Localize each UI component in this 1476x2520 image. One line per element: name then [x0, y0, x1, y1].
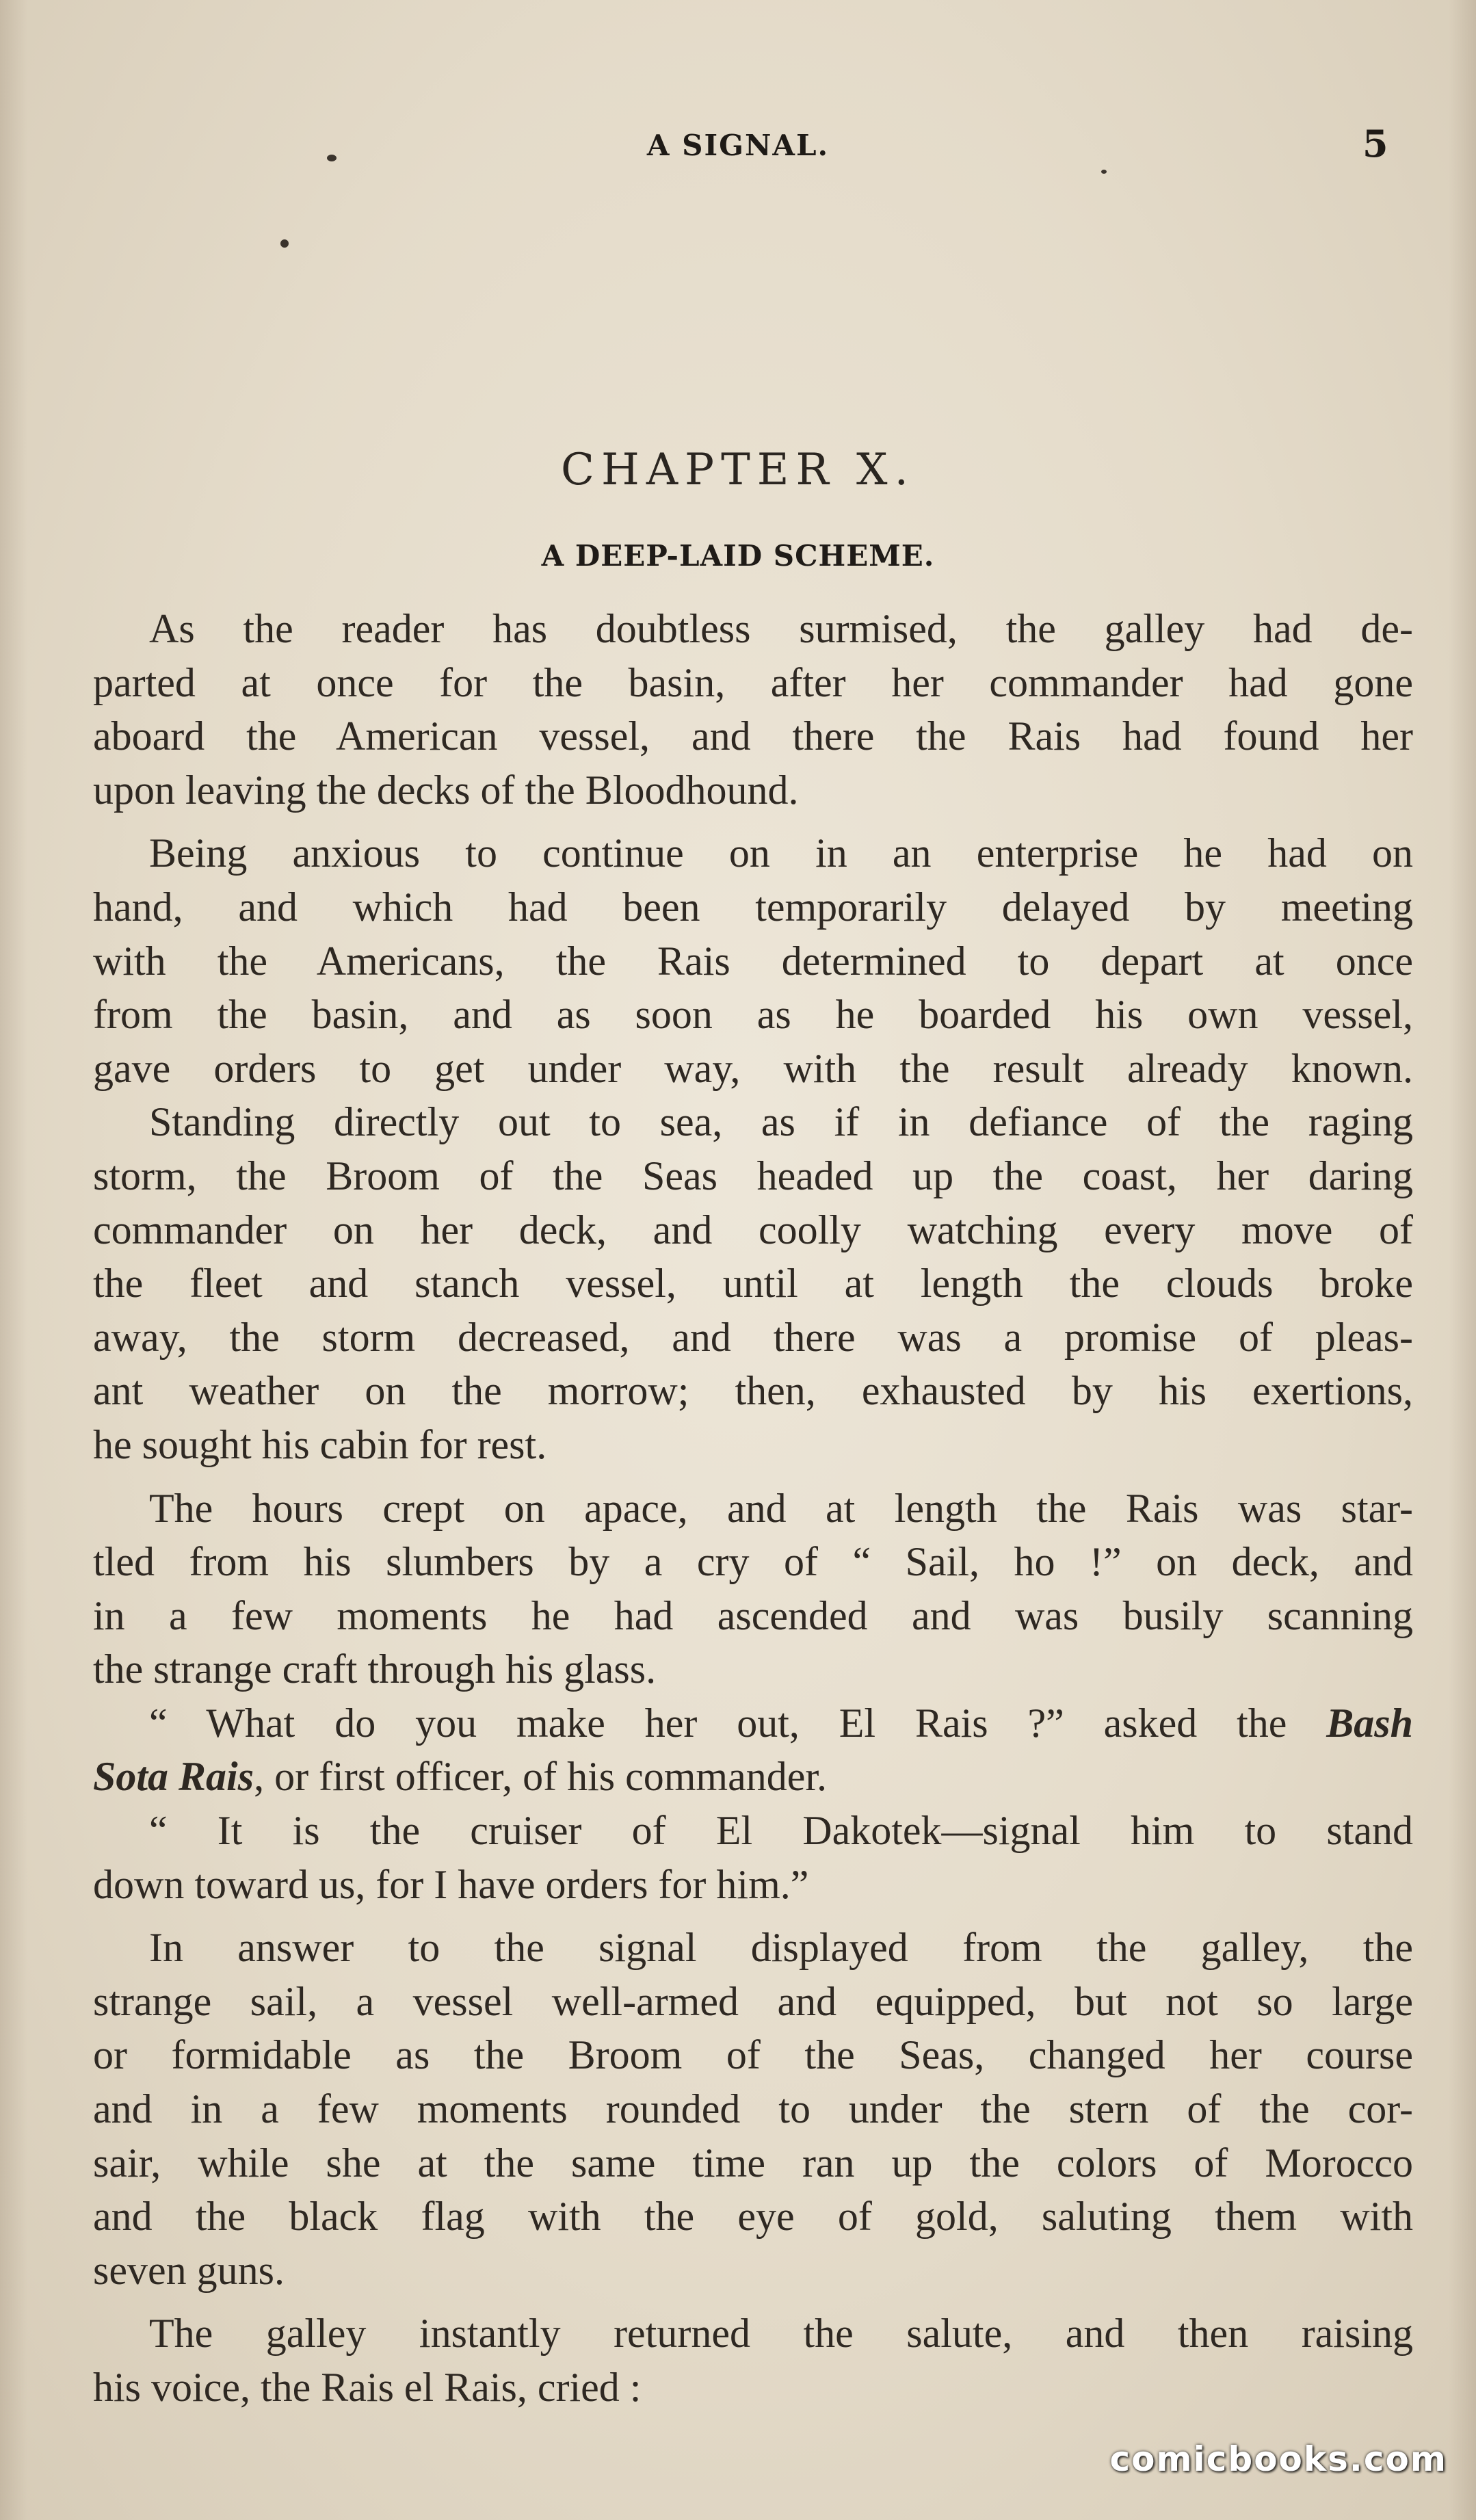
paragraph-gap	[93, 1911, 1413, 1921]
text-line: “ It is the cruiser of El Dakotek—signal him to stand	[149, 1808, 1413, 1854]
text-line: from the basin, and as soon as he boarded his own vessel,	[93, 992, 1413, 1038]
text-line: he sought his cabin for rest.	[93, 1421, 547, 1467]
text-line: in a few moments he had ascended and was busily scanning	[93, 1592, 1413, 1638]
page-number: 5	[1362, 122, 1388, 166]
body-text	[93, 602, 1413, 2415]
text-line: Standing directly out to sea, as if in defiance of the raging	[149, 1099, 1413, 1145]
text-line: seven guns.	[93, 2247, 285, 2293]
text-line: ant weather on the morrow; then, exhausted by his exertions,	[93, 1368, 1413, 1414]
text-line: with the Americans, the Rais determined to depart at once	[93, 938, 1413, 984]
text-line: aboard the American vessel, and there the Rais had found her	[93, 713, 1413, 759]
text-line: down toward us, for I have orders for him.”	[93, 1861, 809, 1907]
chapter-title: CHAPTER X.	[561, 445, 915, 495]
chapter-subtitle: A DEEP-LAID SCHEME.	[541, 539, 935, 573]
paragraph-gap	[93, 1472, 1413, 1482]
text-line: and in a few moments rounded to under the stern of the cor-	[93, 2086, 1413, 2132]
text-line: The galley instantly returned the salute, and then raising	[149, 2311, 1413, 2357]
text-line: hand, and which had been temporarily delayed by meeting	[93, 884, 1413, 930]
text-line: tled from his slumbers by a cry of “ Sail, ho !” on deck, and	[93, 1539, 1413, 1585]
text-line: The hours crept on apace, and at length the Rais was star-	[149, 1485, 1413, 1531]
text-line	[93, 1696, 1413, 1750]
text-line: upon leaving the decks of the Bloodhound.	[93, 767, 799, 813]
italic-term: Bash	[1326, 1700, 1414, 1746]
text-line: and the black flag with the eye of gold, saluting them with	[93, 2194, 1413, 2240]
text-line: parted at once for the basin, after her commander had gone	[93, 659, 1413, 705]
text-line: the fleet and stanch vessel, until at length the clouds broke	[93, 1261, 1413, 1307]
text-line: away, the storm decreased, and there was a promise of pleas-	[93, 1314, 1413, 1360]
text-line: Being anxious to continue on in an enterprise he had on	[149, 830, 1413, 876]
italic-term: Sota Rais	[93, 1754, 254, 1800]
ink-speck	[280, 239, 289, 248]
text-line: his voice, the Rais el Rais, cried :	[93, 2365, 642, 2410]
running-head: A SIGNAL.	[646, 129, 830, 162]
watermark: comicbooks.com	[1109, 2439, 1447, 2479]
text-line: the strange craft through his glass.	[93, 1646, 657, 1692]
text-segment: , or first officer, of his commander.	[254, 1754, 827, 1800]
ink-speck	[1101, 170, 1107, 174]
text-line: As the reader has doubtless surmised, the galley had de-	[149, 606, 1413, 651]
text-line: or formidable as the Broom of the Seas, changed her course	[93, 2032, 1413, 2078]
text-line: In answer to the signal displayed from the galley, the	[149, 1925, 1413, 1971]
text-segment: “ What do you make her out, El Rais ?” asked the	[149, 1700, 1287, 1746]
text-line: gave orders to get under way, with the result already known.	[93, 1045, 1413, 1091]
text-line: sair, while she at the same time ran up the colors of Morocco	[93, 2140, 1413, 2186]
text-line: commander on her deck, and coolly watching every move of	[93, 1207, 1413, 1252]
text-line: strange sail, a vessel well-armed and equipped, but not so large	[93, 1978, 1413, 2024]
paragraph-gap	[93, 2297, 1413, 2307]
text-line	[93, 1750, 1413, 1804]
text-line: storm, the Broom of the Seas headed up the coast, her daring	[93, 1153, 1413, 1198]
paragraph-gap	[93, 817, 1413, 826]
